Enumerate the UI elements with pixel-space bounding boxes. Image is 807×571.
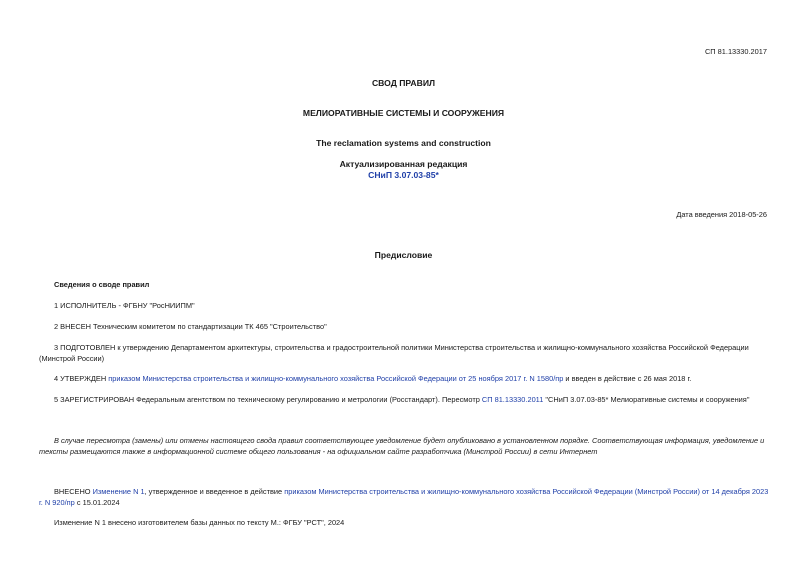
approval-order-link[interactable]: приказом Министерства строительства и жилищно-коммунального хозяйства Российской Федерации от 25 ноября 2017 г. N 1580/пр [108,374,564,383]
amendment-note: Изменение N 1 внесено изготовителем базы данных по тексту М.: ФГБУ "РСТ", 2024 [54,518,345,527]
preface-item-5 [39,394,771,405]
preface-item-3: 3 ПОДГОТОВЛЕН к утверждению Департаментом архитектуры, строительства и градостроительной политики Министерства строительства и жилищно-коммунального хозяйства Российской Федерации (Минстрой России) [39,343,749,363]
preface-item-2: 2 ВНЕСЕН Техническим комитетом по стандартизации ТК 465 "Строительство" [54,322,327,331]
previous-sp-link[interactable]: СП 81.13330.2011 [481,395,544,404]
preface-item-1: 1 ИСПОЛНИТЕЛЬ - ФГБНУ "РосНИИПМ" [54,301,195,310]
snip-link[interactable]: СНиП 3.07.03-85* [368,170,439,180]
amendment-order-link[interactable]: приказом Министерства строительства и жилищно-коммунального хозяйства Российской Федерации (Минстрой России) от 14 декабря 2023 г. N 920/пр [39,487,769,507]
english-title: The reclamation systems and construction [316,138,491,148]
intro-date: Дата введения 2018-05-26 [676,210,767,219]
edition-label: Актуализированная редакция [339,159,468,169]
preface-heading: Предисловие [374,250,433,260]
amendment-prefix: ВНЕСЕНО [54,487,93,496]
document-title: МЕЛИОРАТИВНЫЕ СИСТЕМЫ И СООРУЖЕНИЯ [302,108,505,118]
item4-prefix: 4 УТВЕРЖДЕН [54,374,109,383]
set-of-rules-heading: СВОД ПРАВИЛ [371,78,436,88]
amendment-middle: , утвержденное и введенное в действие [144,487,285,496]
document-code: СП 81.13330.2017 [704,47,767,56]
preface-item-4 [39,373,771,384]
item5-suffix: "СНиП 3.07.03-85* Мелиоративные системы и сооружения" [543,395,750,404]
item4-suffix: и введен в действие с 26 мая 2018 г. [563,374,692,383]
revision-notice: В случае пересмотра (замены) или отмены настоящего свода правил соответствующее уведомление будет опубликовано в установленном порядке. Соответствующая информация, уведомление и тексты размещаются также в информационной системе общего пользования - на официальном сайте разработчика (Минстрой России) в сети Интернет [39,436,765,456]
amendment-entry [39,486,771,508]
preface-subheading: Сведения о своде правил [54,280,150,289]
change-1-link[interactable]: Изменение N 1 [92,487,145,496]
amendment-suffix: с 15.01.2024 [74,498,120,507]
item5-prefix: 5 ЗАРЕГИСТРИРОВАН Федеральным агентством по техническому регулированию и метрологии (Росстандарт). Пересмотр [54,395,482,404]
